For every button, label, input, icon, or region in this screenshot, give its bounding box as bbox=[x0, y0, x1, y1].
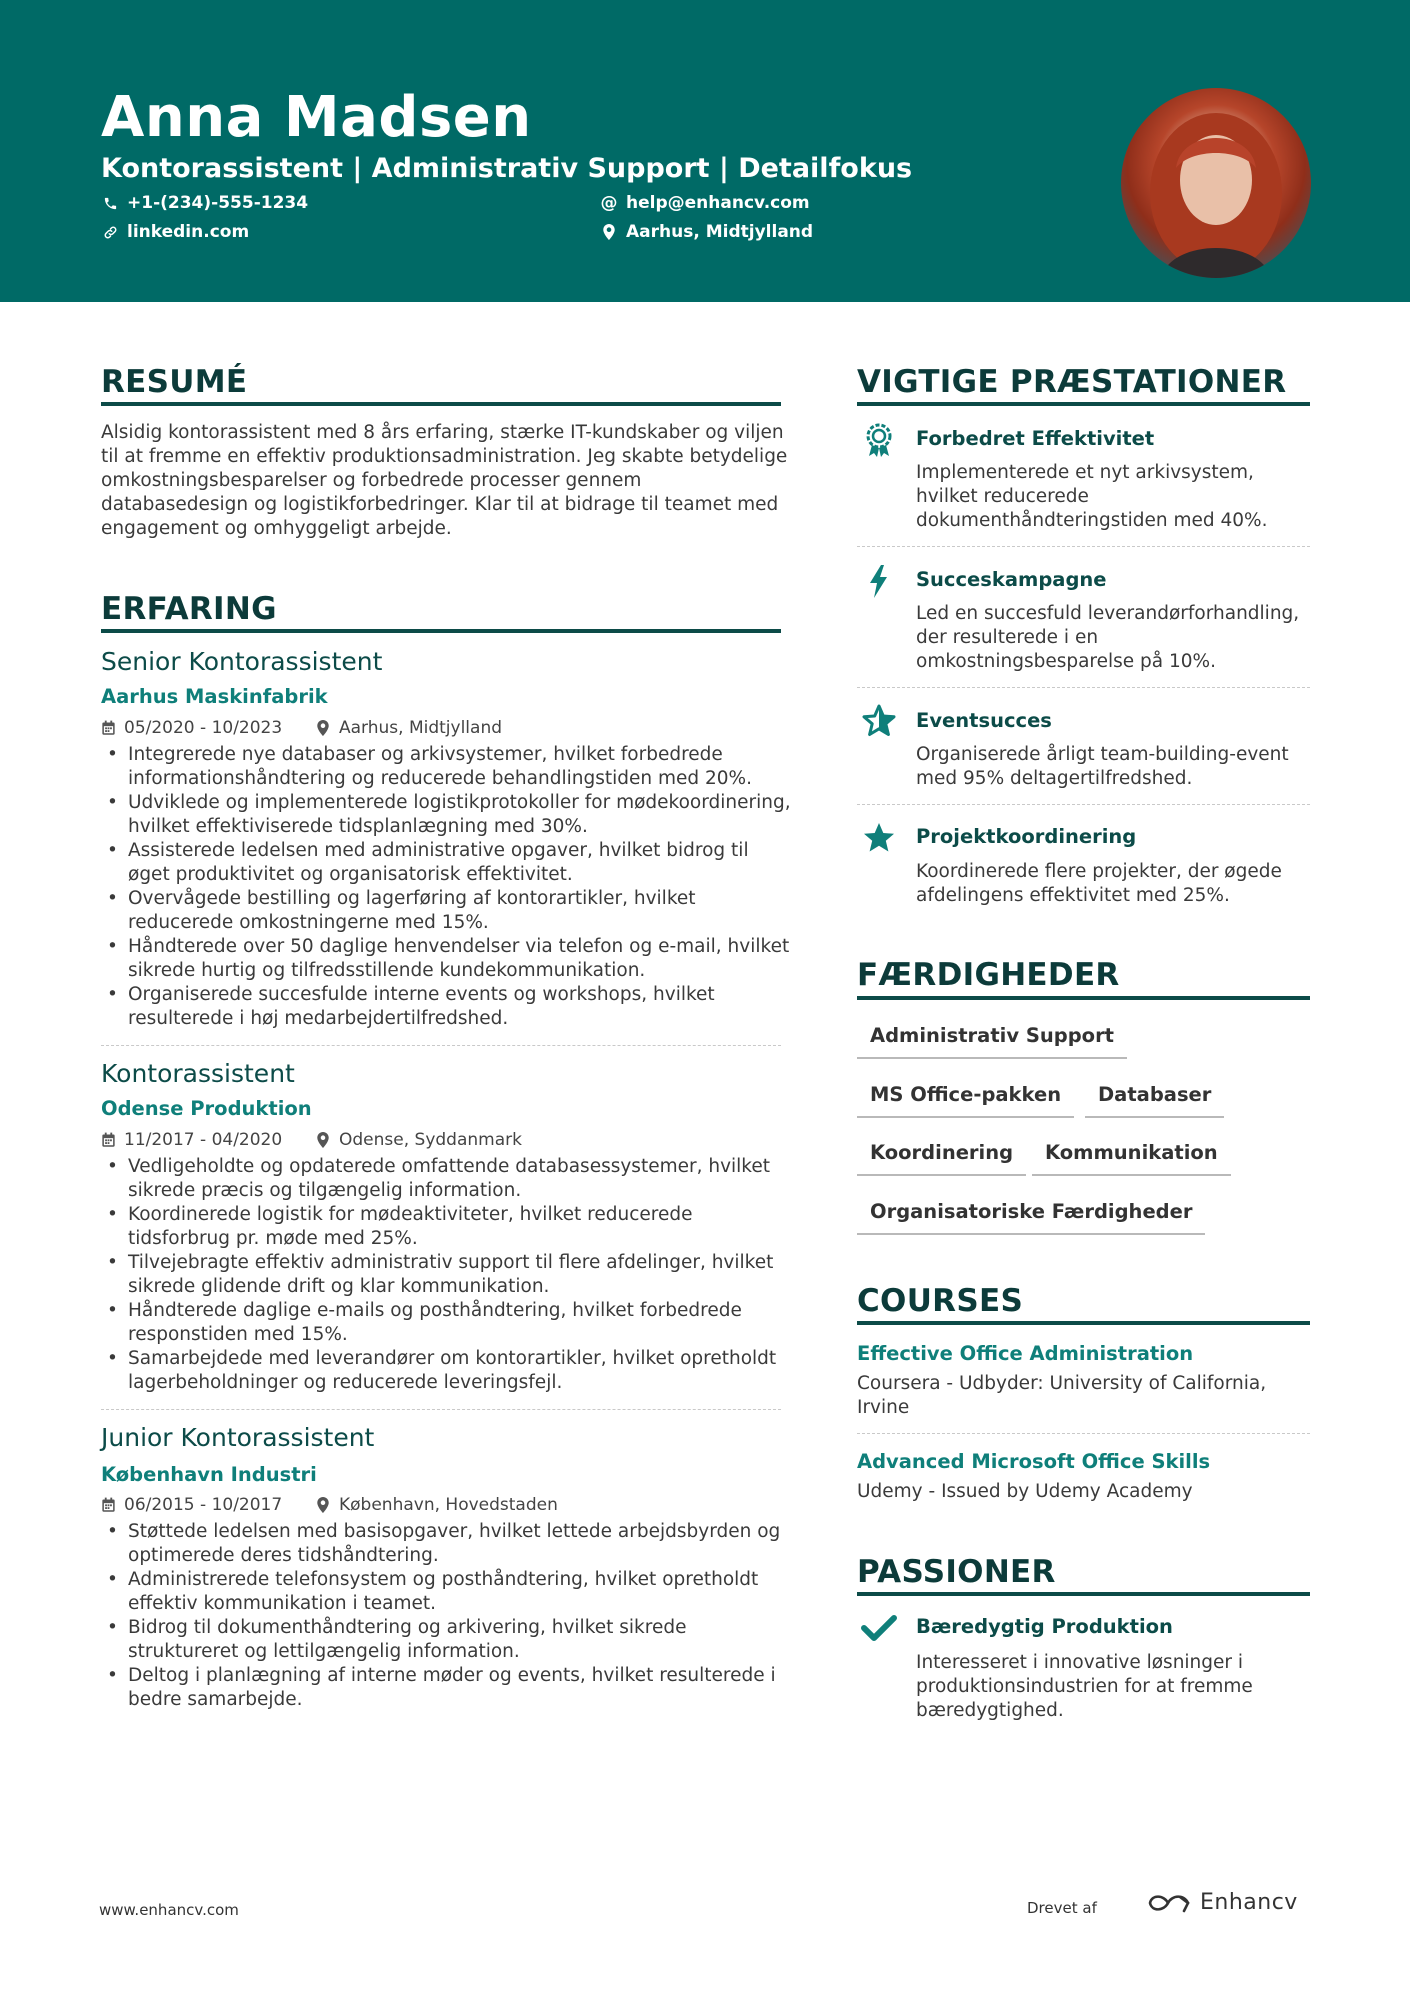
checkmark-icon bbox=[861, 1610, 897, 1646]
list-item: • Assisterede ledelsen med administrative opgaver, hvilket bidrog til øget produktivitet og organisatorisk effektivitet. bbox=[101, 839, 791, 887]
job-dates-text: 06/2015 - 10/2017 bbox=[124, 1495, 283, 1515]
job-location-text: Odense, Syddanmark bbox=[339, 1130, 522, 1150]
list-item: • Koordinerede logistik for mødeaktiviteter, hvilket reducerede tidsforbrug pr. møde med 25%. bbox=[101, 1203, 791, 1251]
course-title: Advanced Microsoft Office Skills bbox=[857, 1450, 1211, 1473]
courses-rule bbox=[857, 1321, 1310, 1325]
job-location bbox=[316, 1129, 522, 1151]
star-filled-icon bbox=[861, 820, 897, 856]
achievements-title: VIGTIGE PRÆSTATIONER bbox=[857, 364, 1287, 400]
divider bbox=[857, 687, 1310, 688]
award-ribbon-icon bbox=[861, 422, 897, 458]
divider bbox=[857, 1433, 1310, 1434]
list-item: • Håndterede daglige e-mails og posthåndtering, hvilket forbedrede responstiden med 15%. bbox=[101, 1299, 791, 1347]
job-title: Junior Kontorassistent bbox=[101, 1423, 375, 1452]
job-bullets bbox=[101, 743, 791, 1031]
summary-text: Alsidig kontorassistent med 8 års erfaring, stærke IT-kundskaber og viljen til at fremme en effektiv produktionsadministration. Jeg skabte betydelige omkostningsbesparelser og forbedrede processer gennem databasedesign og logistikforbedringer. Klar til at bidrage til teamet med engagement og omhyggeligt arbejde. bbox=[101, 422, 788, 539]
list-item: • Deltog i planlægning af interne møder og events, hvilket resulterede i bedre samarbejde. bbox=[101, 1664, 791, 1712]
location-pin-icon bbox=[316, 1497, 332, 1513]
passion-title: Bæredygtig Produktion bbox=[916, 1615, 1173, 1638]
achievement-text: Implementerede et nyt arkivsystem, hvilket reducerede dokumenthåndteringstiden med 40%. bbox=[916, 462, 1268, 531]
skill-tag: Administrativ Support bbox=[857, 1024, 1127, 1059]
job-location bbox=[316, 717, 502, 739]
skill-tag: Koordinering bbox=[857, 1141, 1026, 1176]
skill-tag: Databaser bbox=[1085, 1083, 1224, 1118]
achievement-title: Projektkoordinering bbox=[916, 825, 1137, 848]
skill-tag: Organisatoriske Færdigheder bbox=[857, 1200, 1205, 1235]
at-sign-icon: @ bbox=[600, 193, 618, 213]
job-bullets bbox=[101, 1155, 791, 1395]
course-provider: Coursera - Udbyder: University of California, Irvine bbox=[857, 1373, 1267, 1418]
list-item: • Vedligeholdte og opdaterede omfattende databasessystemer, hvilket sikrede præcis og tilgængelig information. bbox=[101, 1155, 791, 1203]
link-icon bbox=[101, 223, 119, 241]
list-item: • Integrerede nye databaser og arkivsystemer, hvilket forbedrede informationshåndtering og reducerede behandlingstiden med 20%. bbox=[101, 743, 791, 791]
job-dates bbox=[101, 1129, 282, 1151]
job-bullets bbox=[101, 1520, 791, 1712]
location-pin-icon bbox=[600, 223, 618, 241]
candidate-subtitle: Kontorassistent | Administrativ Support | Detailfokus bbox=[101, 153, 913, 184]
email-text[interactable]: help@enhancv.com bbox=[626, 193, 810, 213]
course-provider: Udemy - Issued by Udemy Academy bbox=[857, 1481, 1193, 1502]
phone-icon bbox=[101, 194, 119, 212]
list-item: • Håndterede over 50 daglige henvendelser via telefon og e-mail, hvilket sikrede hurtig og tilfredsstillende kundekommunikation. bbox=[101, 935, 791, 983]
job-dates-text: 11/2017 - 04/2020 bbox=[124, 1130, 283, 1150]
location-text: Aarhus, Midtjylland bbox=[626, 222, 814, 242]
job-dates bbox=[101, 717, 282, 739]
job-company: København Industri bbox=[101, 1463, 317, 1486]
passions-rule bbox=[857, 1592, 1310, 1596]
skills-rule bbox=[857, 996, 1310, 1000]
job-location-text: Aarhus, Midtjylland bbox=[339, 718, 503, 738]
contact-location bbox=[600, 221, 813, 243]
job-location bbox=[316, 1494, 558, 1516]
contact-linkedin bbox=[101, 221, 249, 243]
achievement-title: Succeskampagne bbox=[916, 568, 1107, 591]
profile-photo bbox=[1121, 88, 1311, 278]
list-item: • Bidrog til dokumenthåndtering og arkivering, hvilket sikrede struktureret og lettilgængelig information. bbox=[101, 1616, 791, 1664]
job-dates bbox=[101, 1494, 282, 1516]
divider bbox=[857, 546, 1310, 547]
job-location-text: København, Hovedstaden bbox=[339, 1495, 558, 1515]
calendar-icon bbox=[101, 720, 117, 736]
phone-text[interactable]: +1-(234)-555-1234 bbox=[127, 193, 309, 213]
achievement-text: Led en succesfuld leverandørforhandling, der resulterede i en omkostningsbesparelse på 10%. bbox=[916, 603, 1300, 672]
linkedin-text[interactable]: linkedin.com bbox=[127, 222, 250, 242]
list-item: • Tilvejebragte effektiv administrativ support til flere afdelinger, hvilket sikrede glidende drift og klar kommunikation. bbox=[101, 1251, 791, 1299]
brand-name: Enhancv bbox=[1200, 1890, 1298, 1915]
enhancv-logo-icon bbox=[1146, 1891, 1192, 1915]
job-company: Odense Produktion bbox=[101, 1097, 312, 1120]
skills-title: FÆRDIGHEDER bbox=[857, 957, 1120, 993]
skill-tag: MS Office-pakken bbox=[857, 1083, 1074, 1118]
achievement-title: Forbedret Effektivitet bbox=[916, 427, 1155, 450]
job-title: Senior Kontorassistent bbox=[101, 647, 383, 676]
calendar-icon bbox=[101, 1497, 117, 1513]
experience-rule bbox=[101, 629, 781, 633]
lightning-bolt-icon bbox=[861, 563, 897, 599]
achievement-text: Organiserede årligt team-building-event med 95% deltagertilfredshed. bbox=[916, 744, 1289, 789]
resume-header bbox=[0, 0, 1410, 302]
course-title: Effective Office Administration bbox=[857, 1342, 1194, 1365]
footer-powered-by: Drevet af bbox=[1027, 1899, 1097, 1917]
location-pin-icon bbox=[316, 720, 332, 736]
experience-title: ERFARING bbox=[101, 591, 277, 627]
job-company: Aarhus Maskinfabrik bbox=[101, 685, 328, 708]
passions-title: PASSIONER bbox=[857, 1554, 1056, 1590]
summary-rule bbox=[101, 402, 781, 406]
list-item: • Administrerede telefonsystem og posthåndtering, hvilket opretholdt effektiv kommunikation i teamet. bbox=[101, 1568, 791, 1616]
list-item: • Udviklede og implementerede logistikprotokoller for mødekoordinering, hvilket effektiviserede tidsplanlægning med 30%. bbox=[101, 791, 791, 839]
passion-text: Interesseret i innovative løsninger i produktionsindustrien for at fremme bæredygtighed. bbox=[916, 1652, 1253, 1721]
calendar-icon bbox=[101, 1132, 117, 1148]
list-item: • Overvågede bestilling og lagerføring af kontorartikler, hvilket reducerede omkostningerne med 15%. bbox=[101, 887, 791, 935]
courses-title: COURSES bbox=[857, 1283, 1024, 1319]
contact-phone bbox=[101, 192, 308, 214]
summary-title: RESUMÉ bbox=[101, 364, 248, 400]
list-item: • Samarbejdede med leverandører om kontorartikler, hvilket opretholdt lagerbeholdninger og reducerede leveringsfejl. bbox=[101, 1347, 791, 1395]
achievement-title: Eventsucces bbox=[916, 709, 1052, 732]
candidate-name: Anna Madsen bbox=[101, 85, 532, 150]
skill-tag: Kommunikation bbox=[1032, 1141, 1231, 1176]
divider bbox=[857, 804, 1310, 805]
divider bbox=[101, 1045, 781, 1046]
achievements-rule bbox=[857, 402, 1310, 406]
job-dates-text: 05/2020 - 10/2023 bbox=[124, 718, 283, 738]
star-outline-icon bbox=[861, 703, 897, 739]
divider bbox=[101, 1409, 781, 1410]
footer-website[interactable]: www.enhancv.com bbox=[99, 1901, 239, 1919]
contact-email bbox=[600, 192, 810, 214]
achievement-text: Koordinerede flere projekter, der øgede afdelingens effektivitet med 25%. bbox=[916, 861, 1282, 906]
footer-brand-logo[interactable] bbox=[1146, 1890, 1298, 1915]
job-title: Kontorassistent bbox=[101, 1059, 295, 1088]
location-pin-icon bbox=[316, 1132, 332, 1148]
list-item: • Støttede ledelsen med basisopgaver, hvilket lettede arbejdsbyrden og optimerede deres tidshåndtering. bbox=[101, 1520, 791, 1568]
list-item: • Organiserede succesfulde interne events og workshops, hvilket resulterede i høj medarbejdertilfredshed. bbox=[101, 983, 791, 1031]
